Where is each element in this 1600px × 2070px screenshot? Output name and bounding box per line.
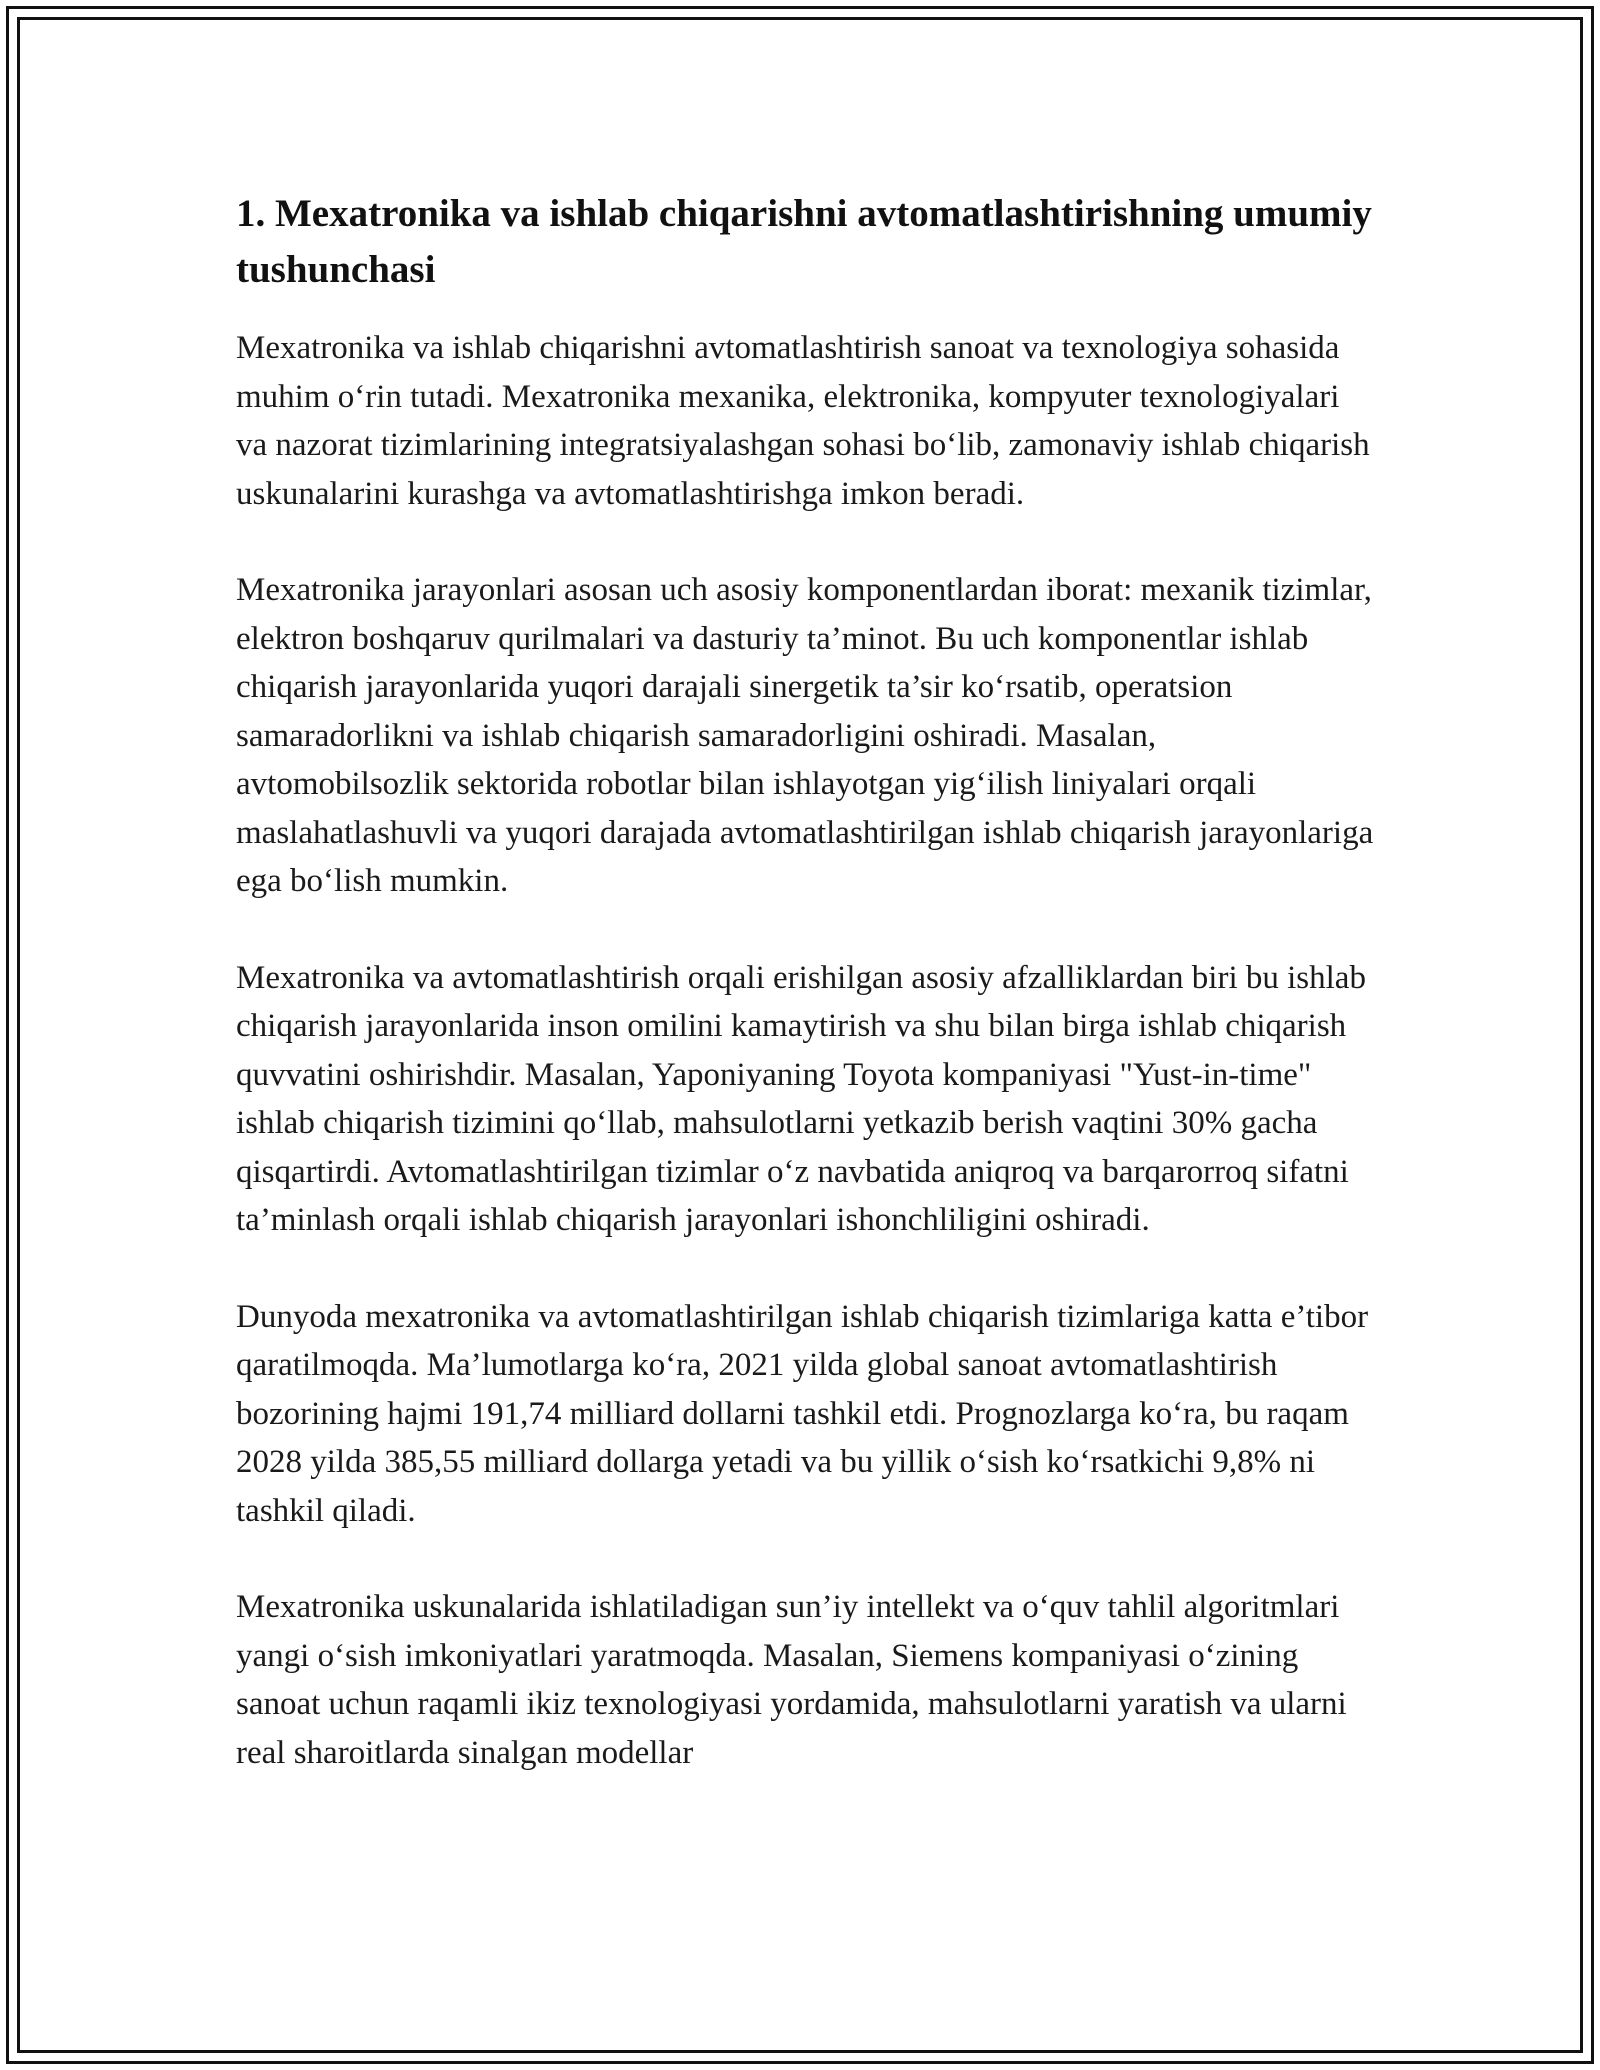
document-body: [236, 186, 1376, 1777]
paragraph-4: Dunyoda mexatronika va avtomatlashtirilgan ishlab chiqarish tizimlariga katta e’tibor qaratilmoqda. Ma’lumotlarga ko‘ra, 2021 yilda global sanoat avtomatlashtirish bozorining hajmi 191,74 milliard dollarni tashkil etdi. Prognozlarga ko‘ra, bu raqam 2028 yilda 385,55 milliard dollarga yetadi va bu yillik o‘sish ko‘rsatkichi 9,8% ni tashkil qiladi.: [236, 1298, 1369, 1529]
paragraph-2: Mexatronika jarayonlari asosan uch asosiy komponentlardan iborat: mexanik tizimlar, elektron boshqaruv qurilmalari va dasturiy ta’minot. Bu uch komponentlar ishlab chiqarish jarayonlarida yuqori darajali sinergetik ta’sir ko‘rsatib, operatsion samaradorlikni va ishlab chiqarish samaradorligini oshiradi. Masalan, avtomobilsozlik sektorida robotlar bilan ishlayotgan yig‘ilish liniyalari orqali maslahatlashuvli va yuqori darajada avtomatlashtirilgan ishlab chiqarish jarayonlariga ega bo‘lish mumkin.: [236, 572, 1374, 899]
paragraph-3: Mexatronika va avtomatlashtirish orqali erishilgan asosiy afzalliklardan biri bu ishlab chiqarish jarayonlarida inson omilini kamaytirish va shu bilan birga ishlab chiqarish quvvatini oshirishdir. Masalan, Yaponiyaning Toyota kompaniyasi "Yust-in-time" ishlab chiqarish tizimini qo‘llab, mahsulotlarni yetkazib berish vaqtini 30% gacha qisqartirdi. Avtomatlashtirilgan tizimlar o‘z navbatida aniqroq va barqarorroq sifatni ta’minlash orqali ishlab chiqarish jarayonlari ishonchliligini oshiradi.: [236, 959, 1366, 1238]
section-heading: 1. Mexatronika va ishlab chiqarishni avtomatlashtirishning umumiy tushunchasi: [236, 192, 1372, 291]
paragraph-5: Mexatronika uskunalarida ishlatiladigan sun’iy intellekt va o‘quv tahlil algoritmlari yangi o‘sish imkoniyatlari yaratmoqda. Masalan, Siemens kompaniyasi o‘zining sanoat uchun raqamli ikiz texnologiyasi yordamida, mahsulotlarni yaratish va ularni real sharoitlarda sinalgan modellar: [236, 1589, 1347, 1771]
paragraph-1: Mexatronika va ishlab chiqarishni avtomatlashtirish sanoat va texnologiya sohasida muhim o‘rin tutadi. Mexatronika mexanika, elektronika, kompyuter texnologiyalari va nazorat tizimlarining integratsiyalashgan sohasi bo‘lib, zamonaviy ishlab chiqarish uskunalarini kurashga va avtomatlashtirishga imkon beradi.: [236, 330, 1370, 512]
